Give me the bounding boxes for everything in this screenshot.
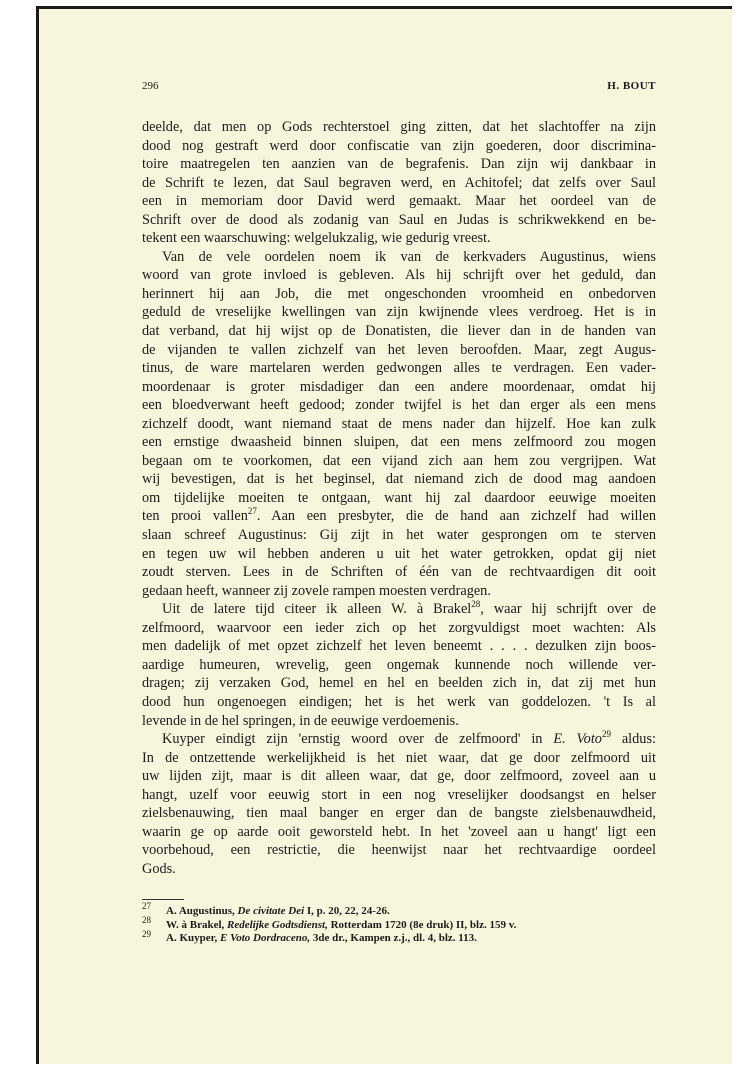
text-line: aardige humeuren, wrevelig, geen ongemak kunnende noch willende ver- [142,656,656,673]
text-line: toire maatregelen ten aanzien van de begrafenis. Dan zijn wij dankbaar in [142,156,656,173]
text-line: een bloedverwant heeft gedood; zonder twijfel is het dan erger als een mens [142,397,656,414]
footnote-text: W. à Brakel, Redelijke Godtsdienst, Rotterdam 1720 (8e druk) II, blz. 159 v. [166,918,517,931]
text-line: slaan schreef Augustinus: Gij zijt in het water gesprongen om te sterven [142,527,656,544]
footnote: 29 A. Kuyper, E Voto Dordraceno, 3de dr., Kampen z.j., dl. 4, blz. 113. [142,928,477,945]
text-line: tekent een waarschuwing: welgelukzalig, wie gedurig vreest. [142,230,491,247]
footnote-divider [142,899,184,900]
text-line: om tijdelijke moeiten te ontgaan, want hij zal daardoor eeuwige moeiten [142,489,656,506]
text-line: dood hun ongenoegen eindigen; het is het werk van goddelozen. 't Is al [142,693,656,710]
running-head: H. BOUT [607,80,656,92]
text-line: een ernstige dwaasheid binnen sluipen, dat een mens zelfmoord zou mogen [142,434,656,451]
text-line: dat verband, dat hij wijst op de Donatisten, die liever dan in de handen van [142,323,656,340]
text-line: Uit de latere tijd citeer ik alleen W. à Brakel$^{28}$, waar hij schrijft over de [162,599,656,618]
footnotes [142,901,656,946]
text-line: Van de vele oordelen noem ik van de kerkvaders Augustinus, wiens [162,248,656,265]
text-line: dood nog gestraft werd door confiscatie van zijn goederen, door discrimina- [142,137,656,154]
footnote-text: A. Augustinus, De civitate Dei I, p. 20, 22, 24-26. [166,905,390,917]
body-text [142,118,656,878]
text-line: de vijanden te vallen zichzelf van het leven beroofden. Maar, zegt Augus- [142,341,656,358]
text-line: woord van grote invloed is gebleven. Als hij schrijft over het geduld, dan [142,267,656,284]
text-line: geduld de vreselijke kwellingen van zijn kwijnende vlees verdroeg. Het is in [142,304,656,321]
text-line: wij bevestigen, dat is het beginsel, dat niemand zich de dood mag aandoen [142,471,656,488]
text-line: zielsbenauwing, tien maal banger en erger dan de bangste zielsbenauwdheid, [142,805,656,822]
paragraph [142,600,656,730]
text-line: levende in de hel springen, in de eeuwige verdoemenis. [142,712,459,729]
footnote-ref[interactable]: 27 [247,506,257,517]
footnote: 28 W. à Brakel, Redelijke Godtsdienst, Rotterdam 1720 (8e druk) II, blz. 159 v. [142,914,517,931]
paragraph [142,248,656,600]
paragraph [142,730,656,878]
text-line: een in memoriam door David werd gemaakt. Maar het oordeel van de [142,193,656,210]
text-line: zoudt sterven. Lees in de Schriften of één van de rechtvaardigen dit ooit [142,564,656,581]
text-line: waarin ge op aarde ooit geworsteld hebt. In het 'zoveel aan u hangt' ligt een [142,823,656,840]
page-number: 296 [142,80,159,92]
text-line: herinnert hij aan Job, die met ongeschonden vroomheid en onbedorven [142,285,656,302]
page-header [142,80,656,96]
text-line: hangt, uzelf voor eeuwig stort in een nog vreselijker doodsangst en helser [142,786,656,803]
text-line: en tegen uw wil hebben anderen u uit het water getrokken, opdat gij niet [142,545,656,562]
text-line: dragen; zij verzaken God, hemel en hel en beelden zich in, dat zij met hun [142,675,656,692]
italic-title: E. Voto [553,731,602,748]
footnote-text: A. Kuyper, E Voto Dordraceno, 3de dr., Kampen z.j., dl. 4, blz. 113. [166,932,477,945]
text-line: Gods. [142,860,176,877]
text-line: deelde, dat men op Gods rechterstoel ging zitten, dat het slachtoffer na zijn [142,119,656,135]
footnote: 27 A. Augustinus, De civitate Dei I, p. 20, 22, 24-26. [142,901,390,917]
footnote-ref[interactable]: 29 [601,729,611,740]
text-line: gedaan heeft, wanneer zij zovele rampen moesten verdragen. [142,582,491,599]
text-line: zichzelf doodt, want niemand staat de mens nader dan hijzelf. Hoe kan zulk [142,415,656,432]
text-line: begaan om te voorkomen, dat een vijand zich aan hem zou vergrijpen. Wat [142,452,656,469]
text-line: men dadelijk of met opzet zichzelf het leven beneemt . . . . dezulken zijn boos- [142,638,656,655]
text-line: In de ontzettende werkelijkheid is het niet waar, dat ge door zelfmoord uit [142,749,656,766]
text-line: ten prooi vallen$^{27}$. Aan een presbyter, die de hand aan zichzelf had willen [142,506,656,525]
text-line: tinus, de ware martelaren werden gedwongen alles te verdragen. Een vader- [142,360,656,377]
text-line: Kuyper eindigt zijn 'ernstig woord over de zelfmoord' in E. Voto$^{29}$ aldus: [162,729,656,748]
footnote-ref[interactable]: 28 [471,599,481,610]
text-line: zelfmoord, waarvoor een ieder zich op het zorgvuldigst moet wachten: Als [142,619,656,636]
text-line: de Schrift te lezen, dat Saul begraven werd, en Achitofel; dat zelfs over Saul [142,174,656,191]
text-line: voorbehoud, een restrictie, die heenwijst naar het rechtvaardige oordeel [142,842,656,859]
text-line: Schrift over de dood als zodanig van Saul en Judas is schrikwekkend en be- [142,211,656,228]
text-line: uw lijden zijt, maar is dit alleen waar, dat ge, door zelfmoord, zoveel aan u [142,768,656,785]
paragraph [142,118,656,248]
text-line: moordenaar is groter misdadiger dan een andere moordenaar, omdat hij [142,378,656,395]
